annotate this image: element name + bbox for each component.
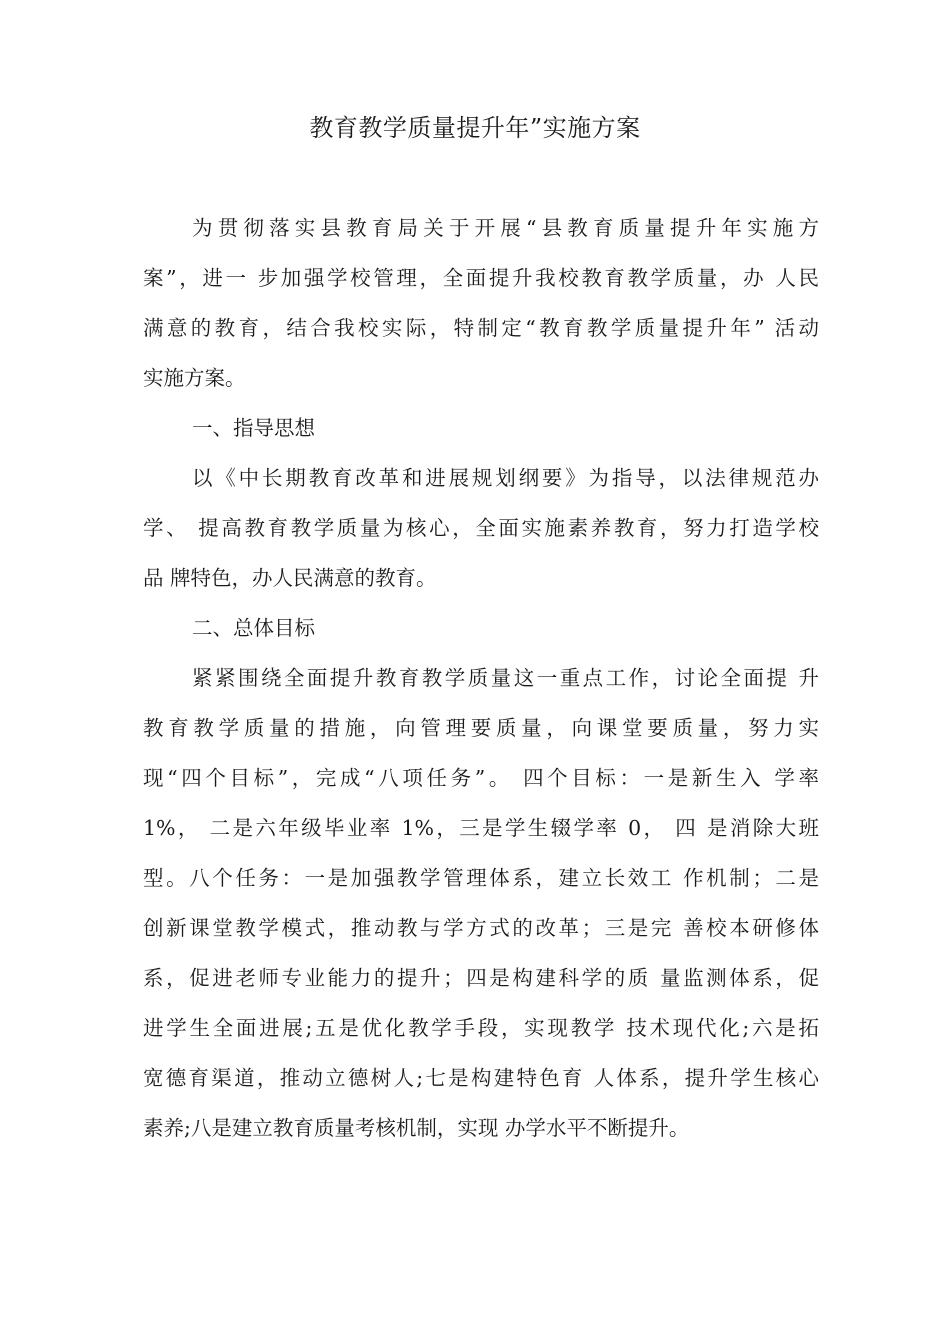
document-title: 教育教学质量提升年”实施方案 [309, 114, 641, 142]
paragraph-intro-line-2: 案”，进一 步加强学校管理，全面提升我校教育教学质量，办 人民 [143, 266, 819, 290]
section-heading-overall-goals: 二、总体目标 [192, 616, 315, 640]
paragraph-goals-line-9: 宽德育渠道，推动立德树人;七是构建特色育 人体系，提升学生核心 [143, 1066, 819, 1090]
paragraph-goals-line-1: 紧紧围绕全面提升教育教学质量这一重点工作，讨论全面提 升 [192, 666, 819, 690]
paragraph-intro-line-4: 实施方案。 [143, 366, 246, 390]
paragraph-guiding-line-1: 以《中长期教育改革和进展规划纲要》为指导，以法律规范办 [192, 466, 819, 490]
paragraph-goals-line-8: 进学生全面进展;五是优化教学手段，实现教学 技术现代化;六是拓 [143, 1016, 819, 1040]
paragraph-goals-line-10: 素养;八是建立教育质量考核机制，实现 办学水平不断提升。 [143, 1116, 690, 1140]
paragraph-goals-line-3: 现“四个目标”，完成“八项任务”。 四个目标：一是新生入 学率 [143, 766, 819, 790]
paragraph-goals-line-4: 1%， 二是六年级毕业率 1%，三是学生辍学率 0， 四 是消除大班 [143, 816, 819, 840]
paragraph-intro-line-3: 满意的教育，结合我校实际，特制定“教育教学质量提升年” 活动 [143, 316, 819, 340]
paragraph-intro-line-1: 为贯彻落实县教育局关于开展“县教育质量提升年实施方 [192, 216, 819, 240]
paragraph-goals-line-5: 型。八个任务：一是加强教学管理体系，建立长效工 作机制；二是 [143, 866, 819, 890]
paragraph-goals-line-6: 创新课堂教学模式，推动教与学方式的改革；三是完 善校本研修体 [143, 916, 819, 940]
paragraph-goals-line-2: 教育教学质量的措施，向管理要质量，向课堂要质量，努力实 [143, 716, 819, 740]
paragraph-guiding-line-2: 学、 提高教育教学质量为核心，全面实施素养教育，努力打造学校 [143, 516, 819, 540]
paragraph-goals-line-7: 系，促进老师专业能力的提升；四是构建科学的质 量监测体系，促 [143, 966, 819, 990]
section-heading-guiding-ideology: 一、指导思想 [192, 416, 315, 440]
paragraph-guiding-line-3: 品 牌特色，办人民满意的教育。 [143, 566, 437, 590]
